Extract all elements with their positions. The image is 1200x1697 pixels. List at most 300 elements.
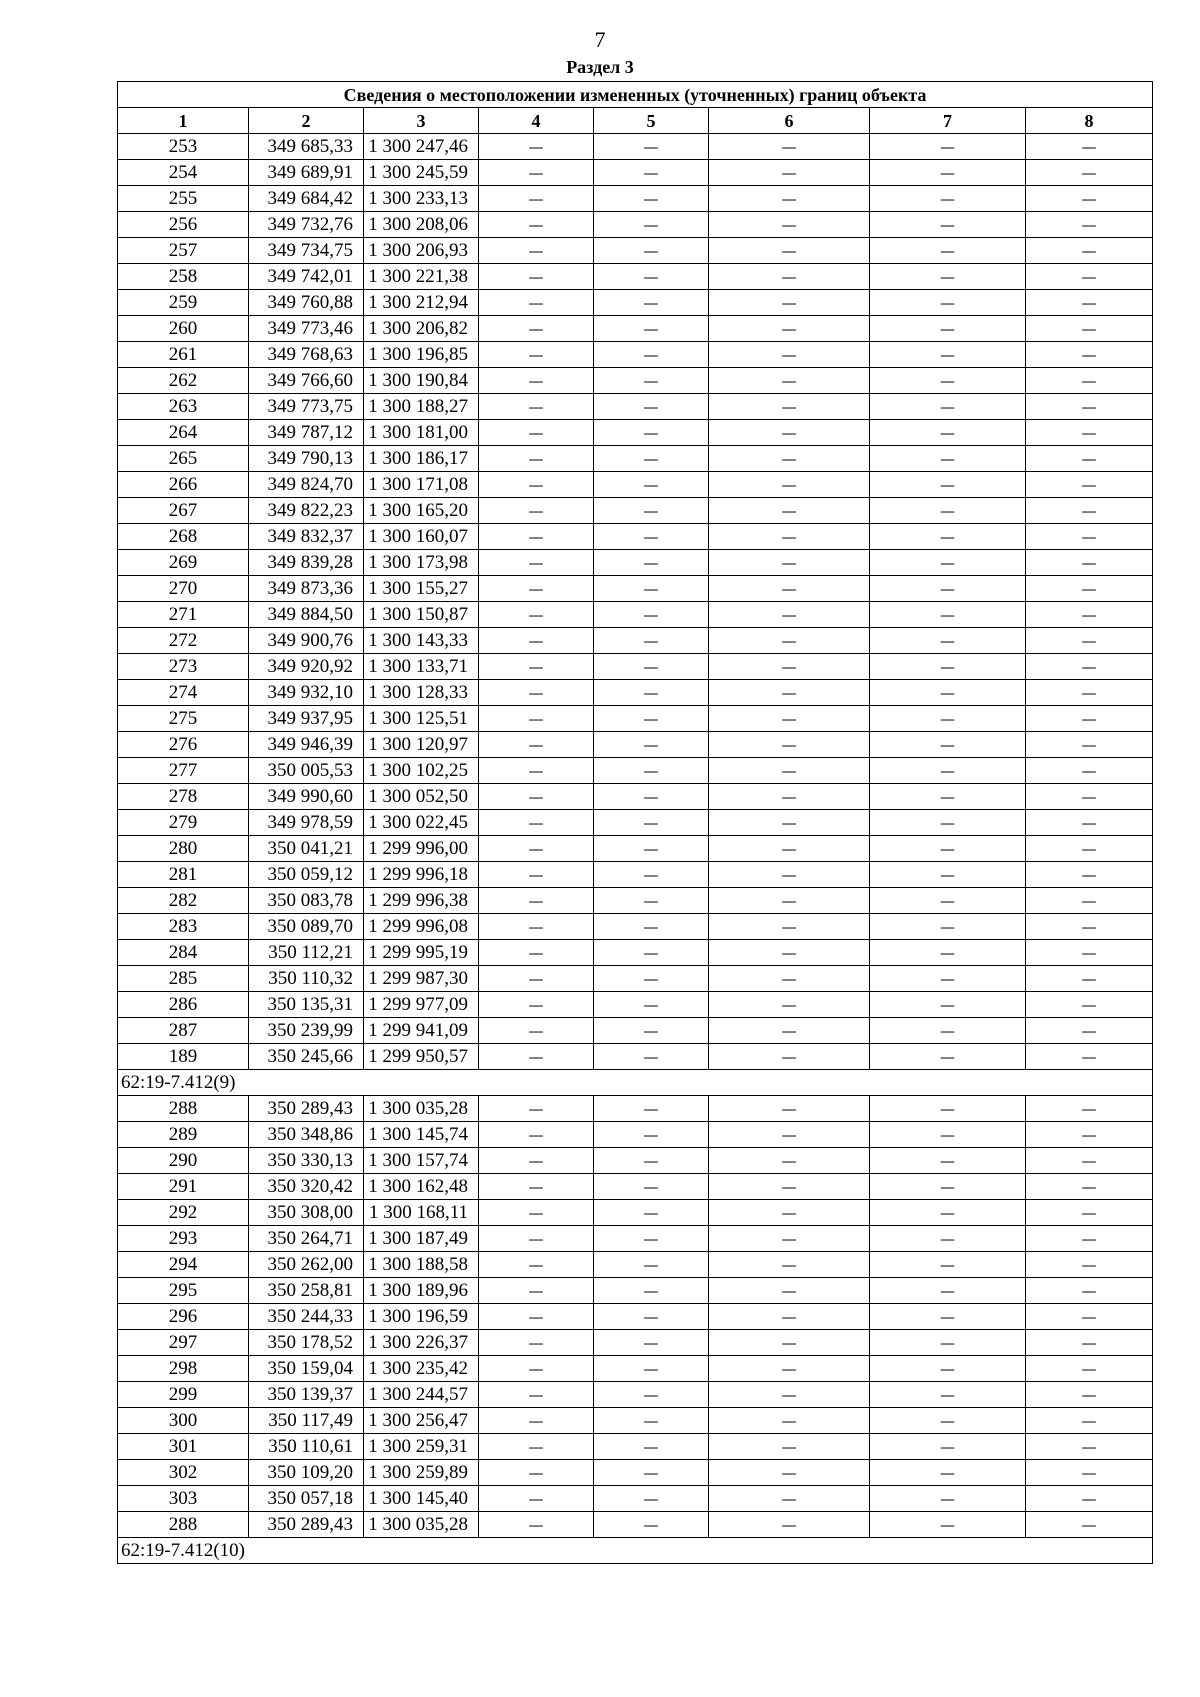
table-row bbox=[118, 1460, 1153, 1486]
x-coordinate-cell: 350 110,32 bbox=[249, 966, 364, 992]
empty-dash: — bbox=[940, 189, 955, 208]
empty-value-cell bbox=[709, 1044, 870, 1070]
empty-dash: — bbox=[1081, 1047, 1097, 1066]
group-label-row bbox=[118, 1538, 1153, 1564]
empty-dash: — bbox=[940, 527, 955, 546]
empty-dash: — bbox=[781, 1203, 797, 1222]
empty-dash: — bbox=[528, 1489, 544, 1508]
empty-value-cell bbox=[479, 654, 594, 680]
empty-dash: — bbox=[643, 449, 659, 468]
empty-dash: — bbox=[528, 943, 544, 962]
empty-value-cell bbox=[870, 134, 1026, 160]
empty-dash: — bbox=[528, 1411, 544, 1430]
empty-value-cell bbox=[479, 212, 594, 238]
empty-value-cell bbox=[1026, 1200, 1153, 1226]
empty-dash: — bbox=[940, 761, 955, 780]
empty-dash: — bbox=[528, 1515, 544, 1534]
empty-value-cell bbox=[479, 472, 594, 498]
empty-value-cell bbox=[1026, 1278, 1153, 1304]
empty-value-cell bbox=[709, 654, 870, 680]
empty-value-cell bbox=[870, 498, 1026, 524]
empty-dash: — bbox=[781, 1359, 797, 1378]
empty-dash: — bbox=[528, 189, 544, 208]
table-row bbox=[118, 1434, 1153, 1460]
x-coordinate-cell: 350 245,66 bbox=[249, 1044, 364, 1070]
empty-dash: — bbox=[528, 1047, 544, 1066]
point-number-cell: 302 bbox=[118, 1460, 249, 1486]
table-row bbox=[118, 654, 1153, 680]
empty-dash: — bbox=[643, 1437, 659, 1456]
empty-dash: — bbox=[781, 397, 797, 416]
empty-value-cell bbox=[594, 550, 709, 576]
empty-dash: — bbox=[643, 1177, 659, 1196]
empty-dash: — bbox=[528, 1463, 544, 1482]
empty-value-cell bbox=[1026, 316, 1153, 342]
table-row bbox=[118, 680, 1153, 706]
empty-dash: — bbox=[528, 241, 544, 260]
empty-value-cell bbox=[1026, 160, 1153, 186]
point-number-cell: 285 bbox=[118, 966, 249, 992]
y-coordinate-cell: 1 299 977,09 bbox=[364, 992, 479, 1018]
empty-dash: — bbox=[643, 1047, 659, 1066]
table-row bbox=[118, 160, 1153, 186]
empty-dash: — bbox=[643, 1125, 659, 1144]
x-coordinate-cell: 350 083,78 bbox=[249, 888, 364, 914]
empty-value-cell bbox=[479, 1356, 594, 1382]
empty-dash: — bbox=[940, 1099, 955, 1118]
empty-dash: — bbox=[781, 605, 797, 624]
empty-value-cell bbox=[870, 862, 1026, 888]
point-number-cell: 274 bbox=[118, 680, 249, 706]
empty-dash: — bbox=[781, 657, 797, 676]
empty-value-cell bbox=[479, 524, 594, 550]
empty-value-cell bbox=[1026, 472, 1153, 498]
x-coordinate-cell: 349 920,92 bbox=[249, 654, 364, 680]
y-coordinate-cell: 1 300 186,17 bbox=[364, 446, 479, 472]
empty-dash: — bbox=[528, 683, 544, 702]
empty-value-cell bbox=[594, 810, 709, 836]
y-coordinate-cell: 1 300 155,27 bbox=[364, 576, 479, 602]
point-number-cell: 257 bbox=[118, 238, 249, 264]
empty-value-cell bbox=[1026, 914, 1153, 940]
table-row bbox=[118, 394, 1153, 420]
table-row bbox=[118, 1122, 1153, 1148]
empty-dash: — bbox=[940, 605, 955, 624]
y-coordinate-cell: 1 300 035,28 bbox=[364, 1096, 479, 1122]
point-number-cell: 270 bbox=[118, 576, 249, 602]
column-number: 5 bbox=[594, 108, 709, 134]
empty-dash: — bbox=[528, 397, 544, 416]
empty-dash: — bbox=[940, 735, 955, 754]
empty-value-cell bbox=[594, 1252, 709, 1278]
empty-dash: — bbox=[940, 293, 955, 312]
empty-dash: — bbox=[940, 449, 955, 468]
empty-dash: — bbox=[781, 319, 797, 338]
empty-dash: — bbox=[940, 475, 955, 494]
empty-value-cell bbox=[870, 316, 1026, 342]
x-coordinate-cell: 350 159,04 bbox=[249, 1356, 364, 1382]
empty-value-cell bbox=[1026, 810, 1153, 836]
empty-value-cell bbox=[594, 238, 709, 264]
empty-dash: — bbox=[643, 605, 659, 624]
x-coordinate-cell: 349 773,75 bbox=[249, 394, 364, 420]
empty-value-cell bbox=[479, 602, 594, 628]
empty-value-cell bbox=[479, 1304, 594, 1330]
table-row bbox=[118, 992, 1153, 1018]
empty-value-cell bbox=[479, 628, 594, 654]
point-number-cell: 283 bbox=[118, 914, 249, 940]
empty-dash: — bbox=[781, 527, 797, 546]
empty-value-cell bbox=[479, 134, 594, 160]
empty-value-cell bbox=[479, 706, 594, 732]
table-row bbox=[118, 498, 1153, 524]
empty-dash: — bbox=[1081, 527, 1097, 546]
empty-value-cell bbox=[870, 368, 1026, 394]
empty-dash: — bbox=[1081, 813, 1097, 832]
empty-value-cell bbox=[479, 940, 594, 966]
point-number-cell: 279 bbox=[118, 810, 249, 836]
x-coordinate-cell: 349 822,23 bbox=[249, 498, 364, 524]
empty-value-cell bbox=[479, 862, 594, 888]
empty-value-cell bbox=[709, 1304, 870, 1330]
empty-dash: — bbox=[940, 1281, 955, 1300]
empty-dash: — bbox=[1081, 1021, 1097, 1040]
table-row bbox=[118, 862, 1153, 888]
empty-dash: — bbox=[528, 631, 544, 650]
x-coordinate-cell: 349 839,28 bbox=[249, 550, 364, 576]
y-coordinate-cell: 1 300 196,85 bbox=[364, 342, 479, 368]
x-coordinate-cell: 349 990,60 bbox=[249, 784, 364, 810]
point-number-cell: 256 bbox=[118, 212, 249, 238]
empty-value-cell bbox=[1026, 1174, 1153, 1200]
empty-value-cell bbox=[870, 888, 1026, 914]
x-coordinate-cell: 350 139,37 bbox=[249, 1382, 364, 1408]
empty-value-cell bbox=[1026, 342, 1153, 368]
empty-dash: — bbox=[781, 1229, 797, 1248]
empty-value-cell bbox=[709, 1148, 870, 1174]
y-coordinate-cell: 1 300 235,42 bbox=[364, 1356, 479, 1382]
page-number: 7 bbox=[594, 27, 606, 52]
table-row bbox=[118, 1486, 1153, 1512]
empty-dash: — bbox=[940, 1203, 955, 1222]
empty-dash: — bbox=[1081, 1359, 1097, 1378]
empty-value-cell bbox=[479, 1122, 594, 1148]
point-number-cell: 265 bbox=[118, 446, 249, 472]
empty-dash: — bbox=[781, 943, 797, 962]
empty-dash: — bbox=[1081, 553, 1097, 572]
empty-value-cell bbox=[594, 212, 709, 238]
table-caption: Сведения о местоположении измененных (уточненных) границ объекта bbox=[118, 82, 1153, 108]
table-row bbox=[118, 1200, 1153, 1226]
empty-dash: — bbox=[781, 969, 797, 988]
table-row bbox=[118, 784, 1153, 810]
empty-dash: — bbox=[781, 865, 797, 884]
empty-value-cell bbox=[479, 810, 594, 836]
empty-dash: — bbox=[781, 1385, 797, 1404]
point-number-cell: 276 bbox=[118, 732, 249, 758]
empty-value-cell bbox=[1026, 1304, 1153, 1330]
y-coordinate-cell: 1 299 987,30 bbox=[364, 966, 479, 992]
empty-value-cell bbox=[870, 160, 1026, 186]
empty-dash: — bbox=[528, 1359, 544, 1378]
table-row bbox=[118, 810, 1153, 836]
empty-dash: — bbox=[940, 1021, 955, 1040]
empty-dash: — bbox=[1081, 735, 1097, 754]
empty-value-cell bbox=[1026, 940, 1153, 966]
empty-dash: — bbox=[1081, 1281, 1097, 1300]
empty-value-cell bbox=[594, 498, 709, 524]
x-coordinate-cell: 350 244,33 bbox=[249, 1304, 364, 1330]
empty-value-cell bbox=[709, 1200, 870, 1226]
x-coordinate-cell: 350 041,21 bbox=[249, 836, 364, 862]
empty-value-cell bbox=[1026, 264, 1153, 290]
x-coordinate-cell: 350 264,71 bbox=[249, 1226, 364, 1252]
table-row bbox=[118, 1356, 1153, 1382]
empty-dash: — bbox=[940, 1047, 955, 1066]
empty-dash: — bbox=[940, 995, 955, 1014]
group-label: 62:19-7.412(9) bbox=[118, 1070, 1153, 1096]
y-coordinate-cell: 1 300 212,94 bbox=[364, 290, 479, 316]
point-number-cell: 291 bbox=[118, 1174, 249, 1200]
empty-value-cell bbox=[709, 1018, 870, 1044]
table-row bbox=[118, 1096, 1153, 1122]
empty-value-cell bbox=[1026, 680, 1153, 706]
empty-dash: — bbox=[528, 969, 544, 988]
empty-dash: — bbox=[781, 189, 797, 208]
x-coordinate-cell: 350 262,00 bbox=[249, 1252, 364, 1278]
empty-value-cell bbox=[709, 732, 870, 758]
empty-dash: — bbox=[643, 527, 659, 546]
table-row bbox=[118, 264, 1153, 290]
empty-dash: — bbox=[528, 735, 544, 754]
y-coordinate-cell: 1 299 996,38 bbox=[364, 888, 479, 914]
empty-value-cell bbox=[870, 940, 1026, 966]
empty-value-cell bbox=[1026, 1486, 1153, 1512]
empty-dash: — bbox=[940, 1437, 955, 1456]
empty-dash: — bbox=[528, 1151, 544, 1170]
empty-value-cell bbox=[479, 238, 594, 264]
empty-value-cell bbox=[594, 1512, 709, 1538]
empty-value-cell bbox=[479, 784, 594, 810]
empty-dash: — bbox=[528, 553, 544, 572]
empty-dash: — bbox=[528, 527, 544, 546]
empty-value-cell bbox=[1026, 576, 1153, 602]
empty-dash: — bbox=[781, 735, 797, 754]
empty-dash: — bbox=[643, 579, 659, 598]
empty-dash: — bbox=[781, 813, 797, 832]
empty-dash: — bbox=[643, 735, 659, 754]
empty-value-cell bbox=[1026, 1460, 1153, 1486]
empty-dash: — bbox=[940, 709, 955, 728]
point-number-cell: 281 bbox=[118, 862, 249, 888]
empty-value-cell bbox=[479, 732, 594, 758]
empty-dash: — bbox=[643, 813, 659, 832]
empty-dash: — bbox=[781, 501, 797, 520]
empty-value-cell bbox=[1026, 1408, 1153, 1434]
x-coordinate-cell: 349 734,75 bbox=[249, 238, 364, 264]
empty-value-cell bbox=[1026, 212, 1153, 238]
empty-value-cell bbox=[1026, 966, 1153, 992]
point-number-cell: 271 bbox=[118, 602, 249, 628]
empty-dash: — bbox=[781, 1151, 797, 1170]
empty-dash: — bbox=[781, 1021, 797, 1040]
empty-value-cell bbox=[870, 628, 1026, 654]
empty-value-cell bbox=[709, 1408, 870, 1434]
empty-dash: — bbox=[940, 241, 955, 260]
empty-dash: — bbox=[781, 1177, 797, 1196]
point-number-cell: 254 bbox=[118, 160, 249, 186]
empty-dash: — bbox=[643, 137, 659, 156]
table-row bbox=[118, 524, 1153, 550]
empty-dash: — bbox=[643, 1489, 659, 1508]
empty-value-cell bbox=[709, 316, 870, 342]
empty-value-cell bbox=[709, 134, 870, 160]
empty-value-cell bbox=[709, 1174, 870, 1200]
empty-dash: — bbox=[1081, 1151, 1097, 1170]
empty-value-cell bbox=[870, 186, 1026, 212]
empty-value-cell bbox=[709, 888, 870, 914]
empty-value-cell bbox=[709, 290, 870, 316]
empty-dash: — bbox=[1081, 865, 1097, 884]
column-number: 2 bbox=[249, 108, 364, 134]
empty-value-cell bbox=[479, 394, 594, 420]
column-number: 4 bbox=[479, 108, 594, 134]
empty-value-cell bbox=[479, 420, 594, 446]
empty-value-cell bbox=[594, 628, 709, 654]
y-coordinate-cell: 1 300 256,47 bbox=[364, 1408, 479, 1434]
empty-value-cell bbox=[1026, 446, 1153, 472]
point-number-cell: 290 bbox=[118, 1148, 249, 1174]
table-row bbox=[118, 368, 1153, 394]
empty-dash: — bbox=[1081, 1177, 1097, 1196]
empty-value-cell bbox=[1026, 1148, 1153, 1174]
table-row bbox=[118, 1408, 1153, 1434]
empty-value-cell bbox=[709, 238, 870, 264]
point-number-cell: 299 bbox=[118, 1382, 249, 1408]
empty-dash: — bbox=[643, 709, 659, 728]
empty-value-cell bbox=[1026, 550, 1153, 576]
empty-dash: — bbox=[643, 1229, 659, 1248]
y-coordinate-cell: 1 300 022,45 bbox=[364, 810, 479, 836]
empty-dash: — bbox=[643, 397, 659, 416]
empty-value-cell bbox=[594, 290, 709, 316]
empty-dash: — bbox=[1081, 475, 1097, 494]
empty-dash: — bbox=[528, 605, 544, 624]
table-row bbox=[118, 134, 1153, 160]
empty-dash: — bbox=[940, 917, 955, 936]
empty-dash: — bbox=[643, 1333, 659, 1352]
empty-dash: — bbox=[940, 423, 955, 442]
empty-dash: — bbox=[940, 631, 955, 650]
x-coordinate-cell: 350 112,21 bbox=[249, 940, 364, 966]
y-coordinate-cell: 1 300 259,89 bbox=[364, 1460, 479, 1486]
empty-dash: — bbox=[781, 1489, 797, 1508]
y-coordinate-cell: 1 300 160,07 bbox=[364, 524, 479, 550]
empty-value-cell bbox=[709, 1382, 870, 1408]
empty-value-cell bbox=[594, 836, 709, 862]
empty-value-cell bbox=[594, 680, 709, 706]
empty-value-cell bbox=[870, 1460, 1026, 1486]
empty-dash: — bbox=[643, 501, 659, 520]
empty-value-cell bbox=[479, 186, 594, 212]
empty-dash: — bbox=[781, 1463, 797, 1482]
empty-dash: — bbox=[643, 423, 659, 442]
y-coordinate-cell: 1 299 996,18 bbox=[364, 862, 479, 888]
table-row bbox=[118, 914, 1153, 940]
empty-value-cell bbox=[709, 498, 870, 524]
table-row bbox=[118, 1278, 1153, 1304]
empty-value-cell bbox=[594, 1018, 709, 1044]
table-row bbox=[118, 940, 1153, 966]
y-coordinate-cell: 1 300 206,93 bbox=[364, 238, 479, 264]
empty-dash: — bbox=[528, 579, 544, 598]
empty-value-cell bbox=[594, 1174, 709, 1200]
empty-dash: — bbox=[1081, 839, 1097, 858]
y-coordinate-cell: 1 300 145,74 bbox=[364, 1122, 479, 1148]
empty-value-cell bbox=[479, 1044, 594, 1070]
y-coordinate-cell: 1 300 226,37 bbox=[364, 1330, 479, 1356]
empty-dash: — bbox=[781, 241, 797, 260]
empty-dash: — bbox=[1081, 189, 1097, 208]
empty-value-cell bbox=[1026, 394, 1153, 420]
empty-dash: — bbox=[940, 813, 955, 832]
empty-value-cell bbox=[870, 1382, 1026, 1408]
y-coordinate-cell: 1 300 171,08 bbox=[364, 472, 479, 498]
table-row bbox=[118, 1304, 1153, 1330]
y-coordinate-cell: 1 300 188,27 bbox=[364, 394, 479, 420]
point-number-cell: 263 bbox=[118, 394, 249, 420]
empty-value-cell bbox=[870, 1174, 1026, 1200]
x-coordinate-cell: 350 059,12 bbox=[249, 862, 364, 888]
table-row bbox=[118, 212, 1153, 238]
point-number-cell: 295 bbox=[118, 1278, 249, 1304]
empty-dash: — bbox=[643, 267, 659, 286]
empty-value-cell bbox=[479, 1278, 594, 1304]
empty-dash: — bbox=[940, 371, 955, 390]
empty-value-cell bbox=[709, 524, 870, 550]
empty-value-cell bbox=[709, 1512, 870, 1538]
x-coordinate-cell: 349 932,10 bbox=[249, 680, 364, 706]
empty-dash: — bbox=[643, 1463, 659, 1482]
empty-value-cell bbox=[594, 602, 709, 628]
y-coordinate-cell: 1 300 245,59 bbox=[364, 160, 479, 186]
empty-dash: — bbox=[940, 1359, 955, 1378]
point-number-cell: 264 bbox=[118, 420, 249, 446]
empty-value-cell bbox=[709, 550, 870, 576]
y-coordinate-cell: 1 300 052,50 bbox=[364, 784, 479, 810]
x-coordinate-cell: 349 773,46 bbox=[249, 316, 364, 342]
empty-value-cell bbox=[1026, 758, 1153, 784]
empty-value-cell bbox=[870, 1200, 1026, 1226]
empty-value-cell bbox=[594, 160, 709, 186]
empty-value-cell bbox=[594, 1044, 709, 1070]
x-coordinate-cell: 350 117,49 bbox=[249, 1408, 364, 1434]
table-row bbox=[118, 1174, 1153, 1200]
empty-dash: — bbox=[528, 813, 544, 832]
empty-dash: — bbox=[781, 137, 797, 156]
empty-dash: — bbox=[643, 215, 659, 234]
empty-value-cell bbox=[709, 1226, 870, 1252]
empty-dash: — bbox=[940, 1463, 955, 1482]
empty-value-cell bbox=[479, 1434, 594, 1460]
y-coordinate-cell: 1 300 120,97 bbox=[364, 732, 479, 758]
empty-dash: — bbox=[643, 891, 659, 910]
empty-value-cell bbox=[1026, 1356, 1153, 1382]
empty-value-cell bbox=[479, 290, 594, 316]
empty-value-cell bbox=[709, 1096, 870, 1122]
empty-dash: — bbox=[940, 579, 955, 598]
empty-dash: — bbox=[528, 1437, 544, 1456]
